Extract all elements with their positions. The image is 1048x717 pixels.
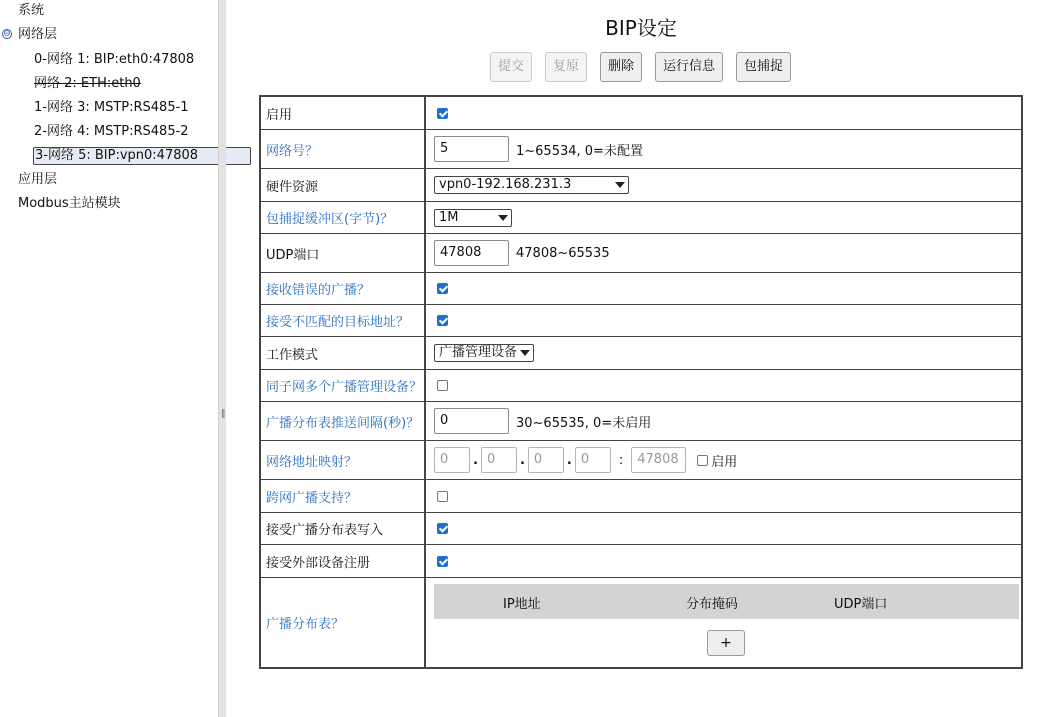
accept-bdt-label: 接受广播分布表写入 [261,513,426,544]
recv-err-label[interactable]: 接收错误的广播？ [261,273,426,304]
tree-item-modbus[interactable]: Modbus主站模块 [18,196,121,211]
nat-label[interactable]: 网络地址映射？ [261,441,426,479]
bdt-interval-input[interactable]: 0 [434,408,509,434]
row-accept-reg [261,545,1021,578]
row-multi-bbmd [261,370,1021,402]
bdt-col-ip: IP地址 [503,597,541,612]
mode-label: 工作模式 [261,337,426,369]
row-mode [261,337,1021,370]
nat-ip-octet[interactable]: 0 [434,447,470,473]
accept-bdt-checkbox[interactable] [437,523,448,534]
cross-bc-checkbox[interactable] [437,491,448,502]
bdt-interval-hint: 30~65535, 0=未启用 [516,415,652,431]
mismatch-checkbox[interactable] [437,315,448,326]
grip-icon: ‖ [221,409,226,419]
row-hw [261,169,1021,202]
tree-item-network[interactable]: 1-网络 3: MSTP:RS485-1 [34,100,189,115]
chevron-down-icon [520,350,530,356]
page-title: BIP设定 [605,16,677,40]
row-capbuf [261,202,1021,234]
nat-enable-label: 启用 [711,454,738,470]
capbuf-select[interactable] [434,209,512,227]
main-panel [226,0,1048,717]
navigation-tree [0,0,218,717]
run-info-button[interactable]: 运行信息 [655,52,723,82]
submit-button[interactable]: 提交 [490,52,532,82]
accept-reg-checkbox[interactable] [437,556,448,567]
row-udp [261,234,1021,273]
ip-separator: . [566,452,572,468]
capture-button[interactable]: 包捕捉 [736,52,791,82]
multi-bbmd-checkbox[interactable] [437,380,448,391]
net-no-label[interactable]: 网络号？ [261,130,426,168]
udp-label: UDP端口 [261,234,426,272]
bdt-table-header [434,584,1019,619]
tree-item-system[interactable]: 系统 [18,3,45,18]
nat-ip-octet[interactable]: 0 [575,447,611,473]
net-no-hint: 1~65534, 0=未配置 [516,143,643,159]
mismatch-label[interactable]: 接受不匹配的目标地址？ [261,305,426,336]
accept-reg-label: 接受外部设备注册 [261,545,426,577]
row-nat [261,441,1021,480]
nat-ip-octet[interactable]: 0 [481,447,517,473]
bdt-interval-label[interactable]: 广播分布表推送间隔(秒)？ [261,402,426,440]
hw-label: 硬件资源 [261,169,426,201]
row-bdt [261,578,1021,667]
bdt-col-mask: 分布掩码 [686,597,739,612]
nat-port-input[interactable]: 47808 [631,447,686,473]
tree-item-network[interactable]: 2-网络 4: MSTP:RS485-2 [34,124,189,139]
row-enable [261,97,1021,130]
hw-select[interactable] [434,176,629,194]
tree-item-network[interactable]: 网络 2: ETH:eth0 [34,76,141,91]
delete-button[interactable]: 删除 [600,52,642,82]
settings-form [259,95,1023,669]
mode-value: 广播管理设备 [439,345,518,360]
tree-item-network[interactable]: 0-网络 1: BIP:eth0:47808 [34,52,195,67]
collapse-icon[interactable]: ⊖ [3,29,11,39]
panel-splitter[interactable] [218,0,226,717]
chevron-down-icon [615,182,625,188]
enable-checkbox[interactable] [437,108,448,119]
row-accept-bdt [261,513,1021,545]
capbuf-value: 1M [439,209,459,225]
tree-item-network-layer[interactable]: 网络层 [18,27,58,42]
enable-label: 启用 [261,97,426,129]
capbuf-label[interactable]: 包捕捉缓冲区(字节)？ [261,202,426,233]
row-net-no [261,130,1021,169]
hw-value: vpn0-192.168.231.3 [439,177,572,192]
udp-hint: 47808~65535 [516,245,610,261]
net-no-input[interactable]: 5 [434,136,509,162]
tree-item-app-layer[interactable]: 应用层 [18,172,58,187]
row-cross-bc [261,480,1021,513]
mode-select[interactable] [434,344,534,362]
add-row-button[interactable]: + [707,630,745,656]
row-bdt-interval [261,402,1021,441]
bdt-col-port: UDP端口 [834,597,888,612]
nat-ip-octet[interactable]: 0 [528,447,564,473]
port-separator: : [618,452,624,468]
multi-bbmd-label[interactable]: 同子网多个广播管理设备？ [261,370,426,401]
udp-input[interactable]: 47808 [434,240,509,266]
bdt-label[interactable]: 广播分布表？ [261,578,426,667]
recv-err-checkbox[interactable] [437,283,448,294]
cross-bc-label[interactable]: 跨网广播支持？ [261,480,426,512]
ip-separator: . [519,452,525,468]
ip-separator: . [473,452,478,468]
nat-enable-checkbox[interactable] [697,455,708,466]
row-recv-err [261,273,1021,305]
chevron-down-icon [498,215,508,221]
tree-item-network-selected[interactable]: 3-网络 5: BIP:vpn0:47808 [33,147,251,165]
row-mismatch [261,305,1021,337]
restore-button[interactable]: 复原 [545,52,587,82]
